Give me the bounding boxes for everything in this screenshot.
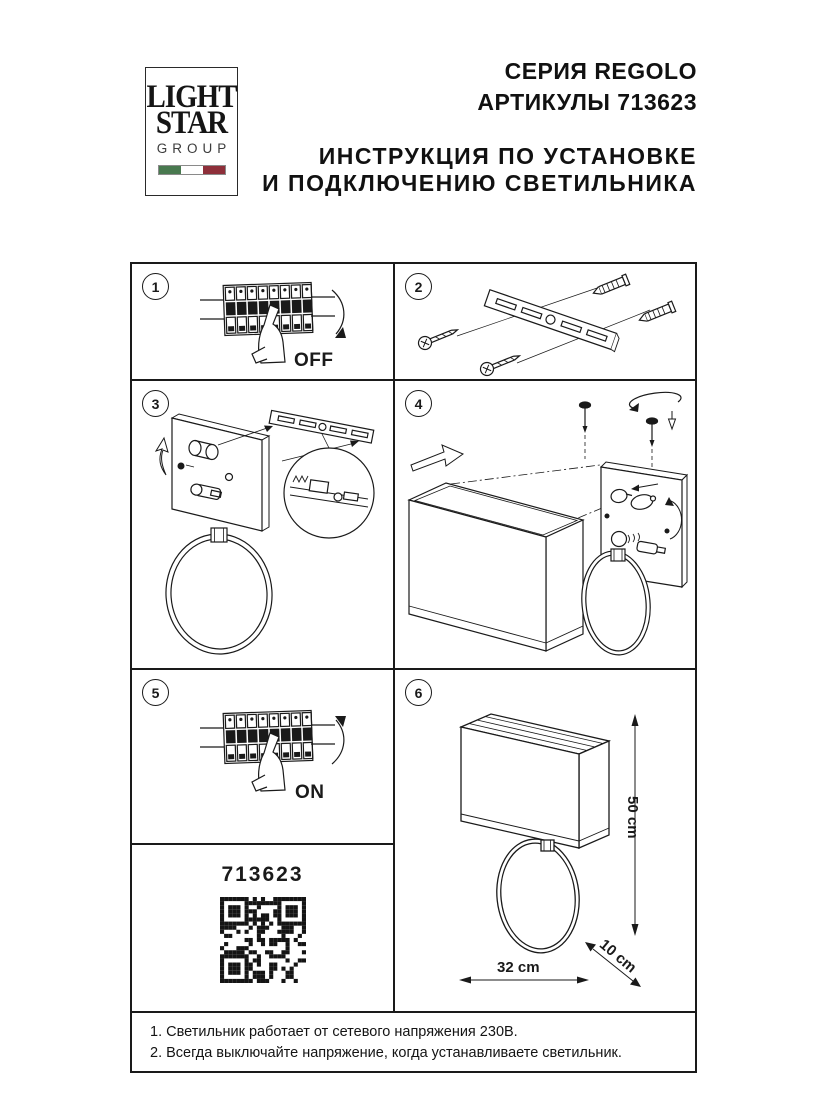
circuit-breaker-on-illustration — [132, 670, 393, 843]
instruction-line-1: ИНСТРУКЦИЯ ПО УСТАНОВКЕ — [318, 143, 697, 169]
flag-green — [159, 166, 181, 174]
step-5-number: 5 — [142, 679, 169, 706]
flag-red — [203, 166, 225, 174]
instruction-line-2: И ПОДКЛЮЧЕНИЮ СВЕТИЛЬНИКА — [262, 170, 697, 196]
step-6-number: 6 — [405, 679, 432, 706]
screw-icon — [580, 402, 591, 459]
wall-anchor-icon — [637, 301, 675, 325]
step-2-number: 2 — [405, 273, 432, 300]
slide-direction-arrow-icon — [411, 445, 463, 471]
step-6-cell — [393, 668, 697, 1013]
qr-cell — [130, 843, 395, 1013]
title-block — [477, 56, 697, 118]
step-4-cell — [393, 379, 697, 670]
screw-icon — [479, 350, 522, 378]
step-3-number: 3 — [142, 390, 169, 417]
article-number: 713623 — [221, 863, 304, 886]
depth-dimension-label: 10 cm — [596, 936, 640, 977]
series-title: СЕРИЯ REGOLO — [504, 58, 697, 84]
italian-flag-icon — [158, 165, 226, 175]
screw-icon — [417, 324, 460, 352]
step-2-cell — [393, 262, 697, 381]
qr-code — [220, 897, 306, 983]
circuit-breaker-off-illustration — [132, 264, 393, 379]
logo-word-group: GROUP — [156, 141, 232, 156]
on-label: ON — [295, 782, 325, 803]
logo-word-star: STAR — [155, 105, 228, 141]
bulb-socket-icon — [612, 532, 627, 547]
hook-direction-arrow-icon — [156, 438, 168, 475]
screw-icon — [647, 418, 658, 475]
width-dimension-label: 32 cm — [497, 959, 540, 976]
articles-title: АРТИКУЛЫ 713623 — [477, 89, 697, 115]
lamp-dimensions-illustration — [395, 670, 695, 1011]
logo-word-light: LIGHT — [146, 79, 237, 115]
step-3-cell — [130, 379, 395, 670]
wall-anchor-icon — [591, 274, 629, 298]
footer-notes — [130, 1011, 697, 1073]
off-label: OFF — [294, 350, 334, 371]
height-dimension-label: 50 cm — [624, 796, 641, 839]
step-1-number: 1 — [142, 273, 169, 300]
shade-assembly-illustration — [395, 381, 695, 668]
note-1: 1. Светильник работает от сетевого напряжения 230В. — [150, 1024, 518, 1040]
step-5-cell — [130, 668, 395, 845]
mounting-bracket-illustration — [395, 264, 695, 379]
backplate-mounting-illustration — [132, 381, 393, 668]
instruction-title — [262, 143, 697, 197]
step-4-number: 4 — [405, 390, 432, 417]
flag-white — [181, 166, 203, 174]
brand-logo — [145, 67, 238, 196]
note-2: 2. Всегда выключайте напряжение, когда устанавливаете светильник. — [150, 1045, 622, 1061]
step-1-cell — [130, 262, 395, 381]
